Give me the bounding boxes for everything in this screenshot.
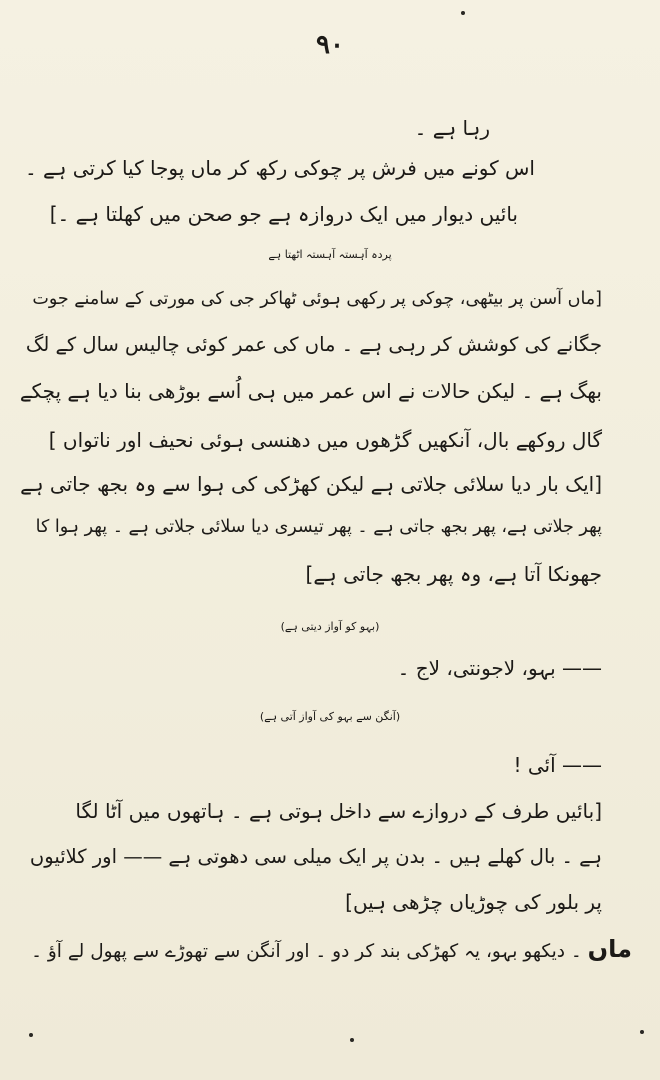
- stage-direction-line: [ایک بار دیا سلائی جلاتی ہے لیکن کھڑکی کی ہوا سے وہ بجھ جاتی ہے: [20, 472, 602, 496]
- stage-direction-line: پردہ آہستہ آہستہ اٹھتا ہے: [268, 248, 392, 261]
- stage-direction-line: بھگ ہے ۔ لیکن حالات نے اس عمر میں ہی اُسے بوڑھی بنا دیا ہے پچکے: [19, 379, 602, 403]
- stage-direction-line: ہے ۔ بال کھلے ہیں ۔ بدن پر ایک میلی سی دھوتی ہے —— اور کلائیوں: [29, 845, 602, 868]
- dialogue-line: [31, 934, 632, 967]
- stage-direction-line: [ماں آسن پر بیٹھی، چوکی پر رکھی ہوئی ٹھاکر جی کی مورتی کے سامنے جوت: [32, 289, 602, 309]
- stage-direction-line: گال روکھے بال، آنکھیں گڑھوں میں دھنسی ہوئی نحیف اور ناتواں ]: [48, 428, 602, 452]
- paper-speck: [350, 1038, 354, 1042]
- stage-direction-line: جگانے کی کوشش کر رہی ہے ۔ ماں کی عمر کوئی چالیس سال کے لگ: [25, 333, 602, 356]
- stage-direction-line: (آنگن سے بہو کی آواز آتی ہے): [259, 710, 401, 723]
- stage-direction-line: جھونکا آتا ہے، وہ پھر بجھ جاتی ہے]: [305, 562, 602, 586]
- stage-direction-line: (بہو کو آواز دیتی ہے): [280, 620, 380, 633]
- page-number: ٩٠: [316, 30, 344, 60]
- stage-direction-line: پھر جلاتی ہے، پھر بجھ جاتی ہے ۔ پھر تیسری دیا سلائی جلاتی ہے ۔ پھر ہوا کا: [35, 517, 602, 537]
- speaker-name: ماں: [587, 935, 632, 963]
- dialogue-line: —— آئی !: [513, 753, 602, 777]
- paper-speck: [461, 11, 465, 15]
- text-line: اس کونے میں فرش پر چوکی رکھ کر ماں پوجا کیا کرتی ہے ۔: [24, 156, 535, 180]
- text-line: رہا ہے ۔: [414, 116, 490, 140]
- speaker-dialogue: ۔ دیکھو بہو، یہ کھڑکی بند کر دو ۔ اور آنگن سے تھوڑے سے پھول لے آؤ ۔: [31, 941, 582, 962]
- stage-direction-line: بائیں دیوار میں ایک دروازہ ہے جو صحن میں کھلتا ہے ۔]: [49, 202, 518, 226]
- stage-direction-line: پر بلور کی چوڑیاں چڑھی ہیں]: [345, 890, 602, 914]
- paper-speck: [640, 1030, 644, 1034]
- stage-direction-line: [بائیں طرف کے دروازے سے داخل ہوتی ہے ۔ ہاتھوں میں آٹا لگا: [75, 799, 602, 823]
- paper-speck: [29, 1033, 33, 1037]
- dialogue-line: —— بہو، لاجونتی، لاج ۔: [397, 656, 602, 680]
